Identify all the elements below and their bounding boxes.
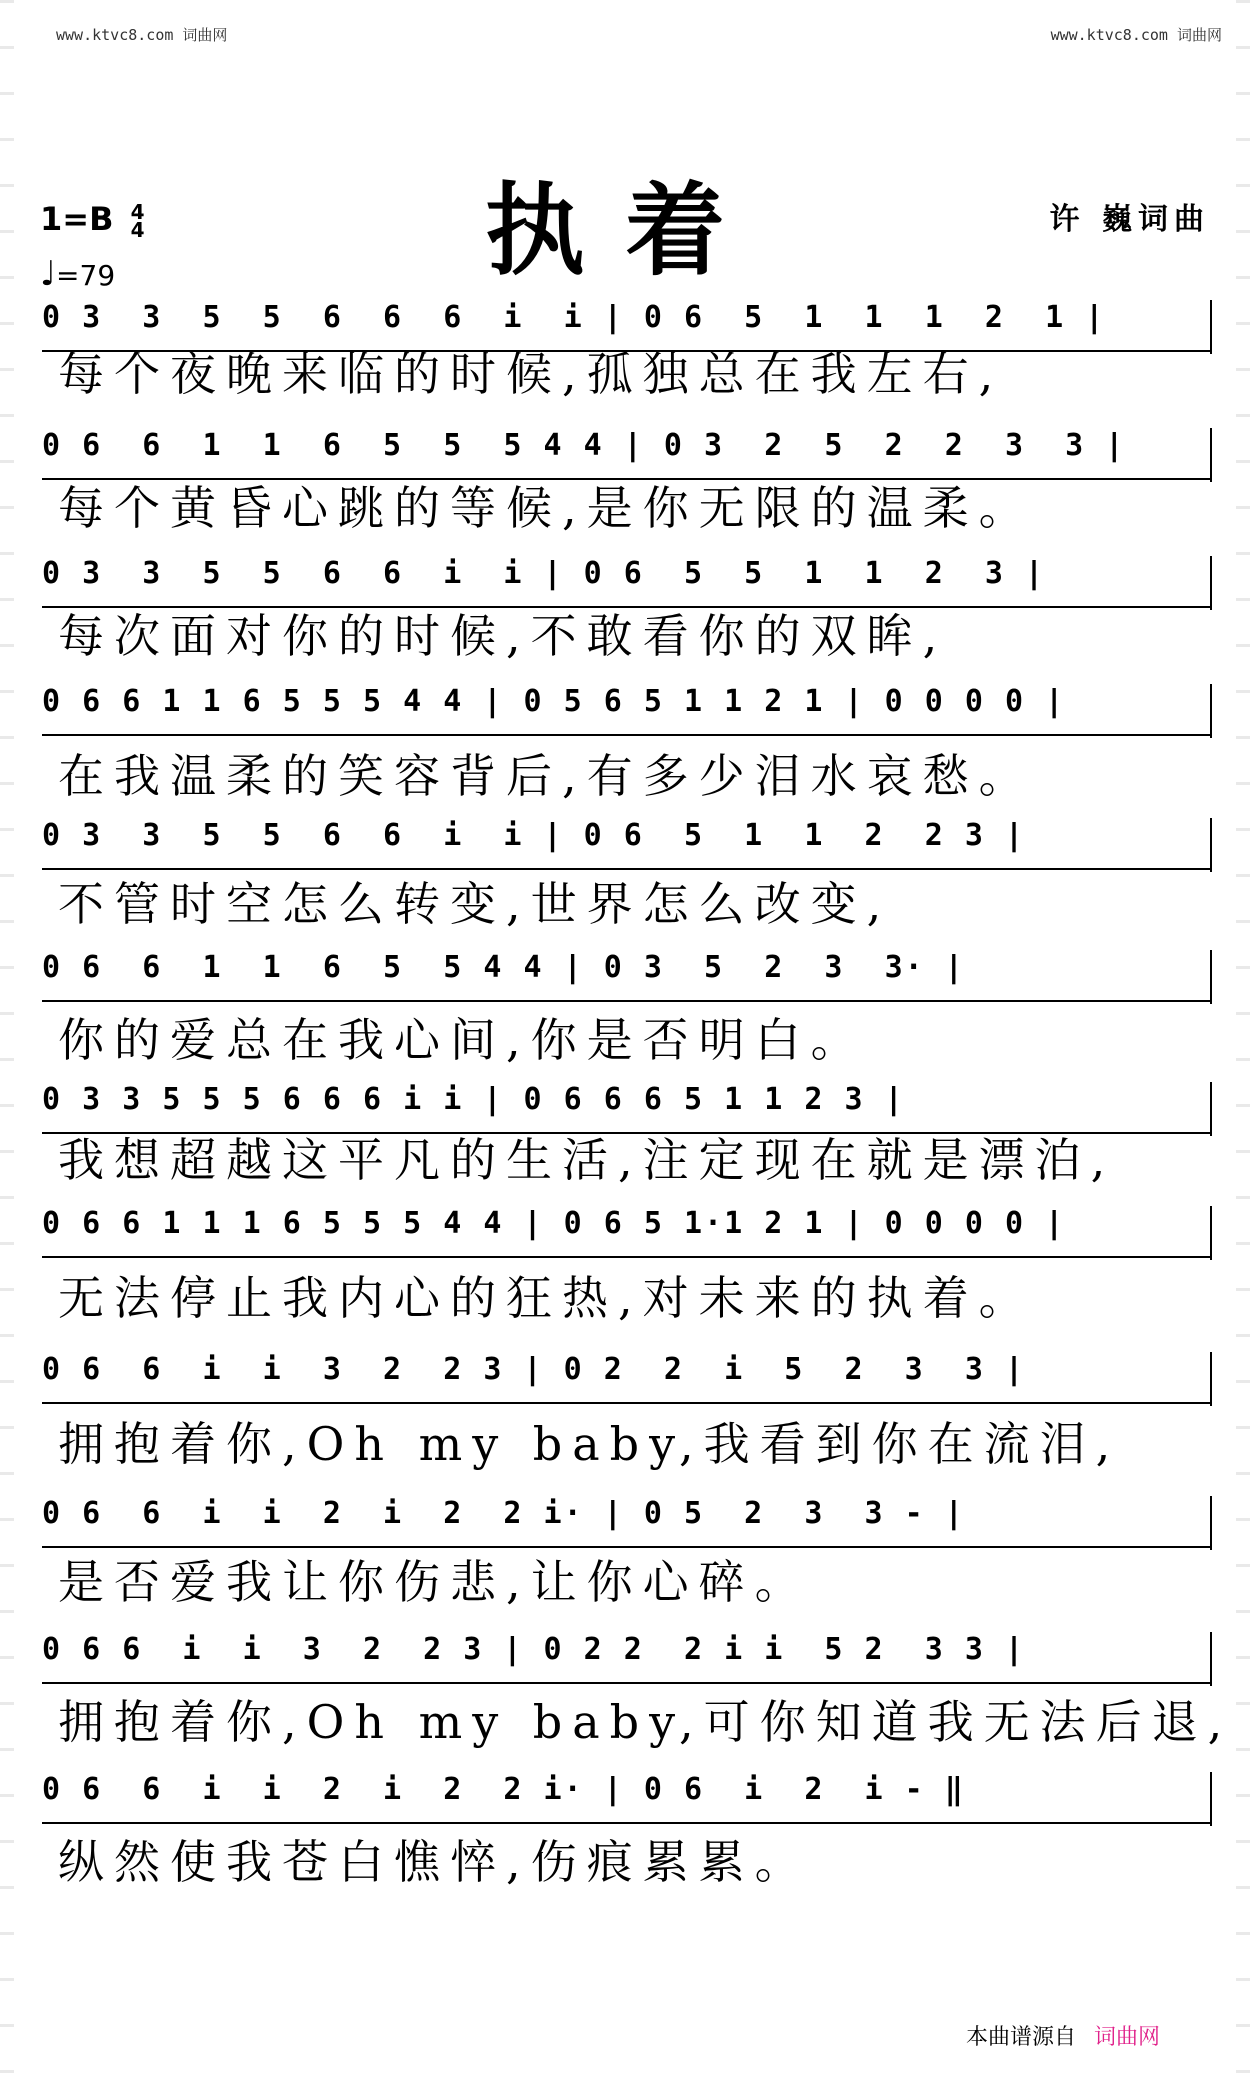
composer-credit: 许 巍词曲 xyxy=(1049,202,1210,237)
lyric-row: 每个黄昏心跳的等候,是你无限的温柔。 xyxy=(58,481,1035,535)
left-border-strip xyxy=(0,0,14,2091)
quarter-note-icon: ♩ xyxy=(40,254,57,294)
lyric-row: 不管时空怎么转变,世界怎么改变, xyxy=(58,877,892,931)
lyric-row: 在我温柔的笑容背后,有多少泪水哀愁。 xyxy=(58,749,1035,803)
notation-row: 0 6 6 i i 2 i 2 2 i· | 0 6 i 2 i - ‖ xyxy=(42,1772,1212,1824)
notation-row: 0 3 3 5 5 6 6 i i | 0 6 5 5 1 1 2 3 | xyxy=(42,556,1212,608)
right-border-strip xyxy=(1236,0,1250,2091)
notation-row: 0 6 6 1 1 6 5 5 5 4 4 | 0 5 6 5 1 1 2 1 | 0 0 0 0 | xyxy=(42,684,1212,736)
lyric-row: 每个夜晚来临的时候,孤独总在我左右, xyxy=(58,347,1004,401)
lyric-row: 拥抱着你,Oh my baby,我看到你在流泪, xyxy=(58,1417,1121,1471)
tempo-marking xyxy=(40,254,115,294)
notation-row: 0 6 6 i i 2 i 2 2 i· | 0 5 2 3 3 - | xyxy=(42,1496,1212,1548)
song-title: 执着 xyxy=(485,171,765,289)
key-signature xyxy=(40,200,145,242)
lyric-row: 你的爱总在我心间,你是否明白。 xyxy=(58,1013,867,1067)
lyric-row: 每次面对你的时候,不敢看你的双眸, xyxy=(58,609,948,663)
time-top: 4 xyxy=(130,200,145,224)
notation-row: 0 6 6 1 1 6 5 5 4 4 | 0 3 5 2 3 3· | xyxy=(42,950,1212,1002)
lyric-row: 无法停止我内心的狂热,对未来的执着。 xyxy=(58,1271,1035,1325)
key-label: 1=B xyxy=(40,200,114,238)
notation-row: 0 6 6 i i 3 2 2 3 | 0 2 2 i 5 2 3 3 | xyxy=(42,1352,1212,1404)
source-footer xyxy=(966,2020,1160,2051)
time-signature xyxy=(130,200,145,242)
notation-row: 0 3 3 5 5 5 6 6 6 i i | 0 6 6 6 5 1 1 2 3 | xyxy=(42,1082,1212,1134)
time-bottom: 4 xyxy=(130,218,145,242)
site-watermark-left: www.ktvc8.com 词曲网 xyxy=(56,26,228,44)
site-watermark-right: www.ktvc8.com 词曲网 xyxy=(1050,26,1222,44)
lyric-row: 我想超越这平凡的生活,注定现在就是漂泊, xyxy=(58,1133,1116,1187)
notation-row: 0 6 6 1 1 6 5 5 5 4 4 | 0 3 2 5 2 2 3 3 | xyxy=(42,428,1212,480)
notation-row: 0 6 6 i i 3 2 2 3 | 0 2 2 2 i i 5 2 3 3 | xyxy=(42,1632,1212,1684)
footer-brand-link[interactable]: 词曲网 xyxy=(1093,2025,1160,2050)
notation-row: 0 3 3 5 5 6 6 i i | 0 6 5 1 1 2 2 3 | xyxy=(42,818,1212,870)
tempo-value: =79 xyxy=(56,259,116,292)
notation-row: 0 3 3 5 5 6 6 6 i i | 0 6 5 1 1 1 2 1 | xyxy=(42,300,1212,352)
lyric-row: 拥抱着你,Oh my baby,可你知道我无法后退, xyxy=(58,1695,1233,1749)
lyric-row: 纵然使我苍白憔悴,伤痕累累。 xyxy=(58,1835,811,1889)
lyric-row: 是否爱我让你伤悲,让你心碎。 xyxy=(58,1555,811,1609)
footer-source-text: 本曲谱源自 xyxy=(965,2025,1076,2050)
notation-row: 0 6 6 1 1 1 6 5 5 5 4 4 | 0 6 5 1·1 2 1 | 0 0 0 0 | xyxy=(42,1206,1212,1258)
